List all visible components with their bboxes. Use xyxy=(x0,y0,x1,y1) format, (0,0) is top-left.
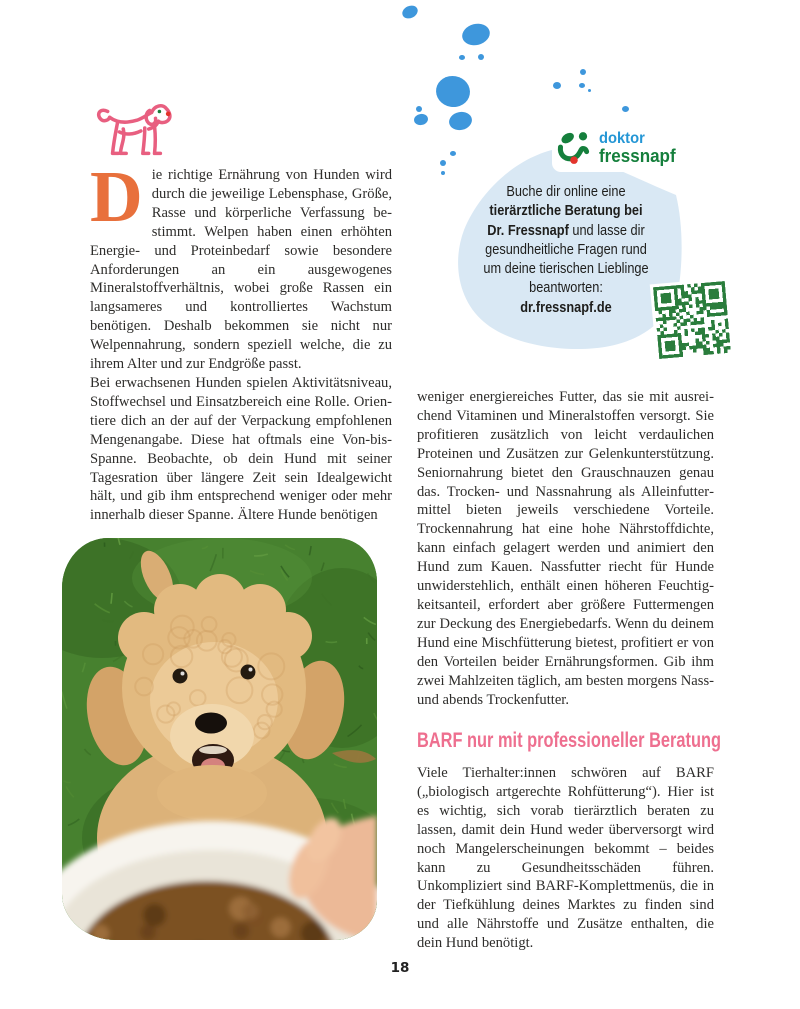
bubble-line: und lasse dir xyxy=(568,222,645,239)
paint-dot xyxy=(460,21,492,48)
paint-dot xyxy=(459,55,465,60)
paint-dot xyxy=(622,106,629,112)
paint-dot xyxy=(588,89,591,92)
paint-dot xyxy=(413,113,429,126)
body-paragraph: Bei erwachsenen Hunden spielen Aktivitätsniveau, Stoffwechsel und Einsatzbereich eine Rolle. Orientiere dich an der auf der Verpackung empfohlenen Mengenangabe. Diese hat oftmals eine Von-bis-Spanne. Beobachte, ob dein Hund mit seiner Tagesration über längere Zeit sein Idealgewicht hält, und gib ihm entsprechend weniger oder mehr innerhalb dieser Spanne. Ältere Hunde benötigen xyxy=(90,374,392,524)
paint-dot xyxy=(579,83,585,88)
dog-outline-icon xyxy=(94,96,176,164)
logo-word-doktor: doktor xyxy=(599,130,645,148)
bubble-url: dr.fressnapf.de xyxy=(520,299,612,316)
puppy-photo xyxy=(62,538,377,940)
body-paragraph: weniger energiereiches Futter, das sie mit ausreichend Vitaminen und Mineralstoffen versorgt. Sie profitieren zusätzlich von leicht verdaulichen Proteinen und Zusätzen zur Gelenkunterstützung. Seniornahrung bietet den Grauschnauzen genau das. Trocken- und Nassnahrung als Alleinfuttermittel bieten jeweils verschiedene Vorteile. Trockennahrung hat eine hohe Nährstoffdichte, kann einfach gelagert werden und animiert den Hund zum Kauen. Nassfutter riecht für Hunde unwiderstehlich, enthält einen höheren Feuchtigkeitsanteil, erfordert aber größere Futtermengen zur Deckung des Energiebedarfs. Wenn du deinem Hund eine Mischfütterung bietest, profitiert er von den Vorteilen beider Ernährungsformen. Gib ihm zwei Mahlzeiten täglich, am besten morgens Nass- und abends Trockenfutter. xyxy=(417,389,714,708)
drop-cap: D xyxy=(90,156,143,237)
article-left-column xyxy=(90,156,392,525)
bubble-line: tierärztliche Beratung bei xyxy=(489,203,643,220)
logo-word-fressnapf: fressnapf xyxy=(599,144,676,166)
qr-code xyxy=(650,278,735,363)
paint-dot xyxy=(440,160,446,166)
doktor-fressnapf-logo xyxy=(552,124,692,172)
paint-dot xyxy=(553,82,561,89)
paint-dot xyxy=(580,69,586,75)
paint-dot xyxy=(434,73,473,109)
paint-dot xyxy=(416,106,422,112)
section-heading: BARF nur mit professioneller Beratung xyxy=(417,729,721,752)
bubble-line-bold: Dr. Fressnapf xyxy=(487,222,569,239)
body-paragraph xyxy=(90,156,392,374)
page-number: 18 xyxy=(390,960,410,976)
paragraph-text: ie richtige Ernährung von Hunden wird durch die jeweilige Lebensphase, Größe, Rasse und körperliche Verfassung bestimmt. Welpen haben einen erhöhten Energie- und Proteinbedarf sowie besondere Anforderungen an ein ausgewogenes Mineralstoffverhältnis, wobei große Rassen ein langsameres und kontrolliertes Wachstum benötigen. Deshalb bekommen sie nicht nur Welpennahrung, sondern speziell welche, die zu ihrem Alter und zur Endgröße passt. xyxy=(90,167,392,373)
bubble-line: beantworten: xyxy=(529,280,603,297)
dog-face-icon xyxy=(556,128,592,168)
promo-bubble-text xyxy=(464,183,668,318)
paint-dot xyxy=(400,3,420,21)
bubble-line: Buche dir online eine xyxy=(506,184,626,200)
paint-dot xyxy=(447,110,473,132)
paint-dot xyxy=(478,54,484,60)
bubble-line: um deine tierischen Lieblinge xyxy=(483,261,649,278)
bubble-line: gesundheitliche Fragen rund xyxy=(485,241,647,258)
paint-dot xyxy=(441,171,445,175)
body-paragraph: Viele Tierhalter:innen schwören auf BARF („biologisch artgerechte Rohfütterung“). Hier ist es wichtig, sich vorab tierärztlich beraten zu lassen, damit dein Hund weder überversorgt wird noch Mangelerscheinungen bekommt – beides kann zu Gesundheitsschäden führen. Unkompliziert sind BARF-Komplettmenüs, die in der Tiefkühlung deines Marktes zu finden sind und alle Nährstoffe und Zusätze enthalten, die dein Hund benötigt. xyxy=(417,765,714,952)
